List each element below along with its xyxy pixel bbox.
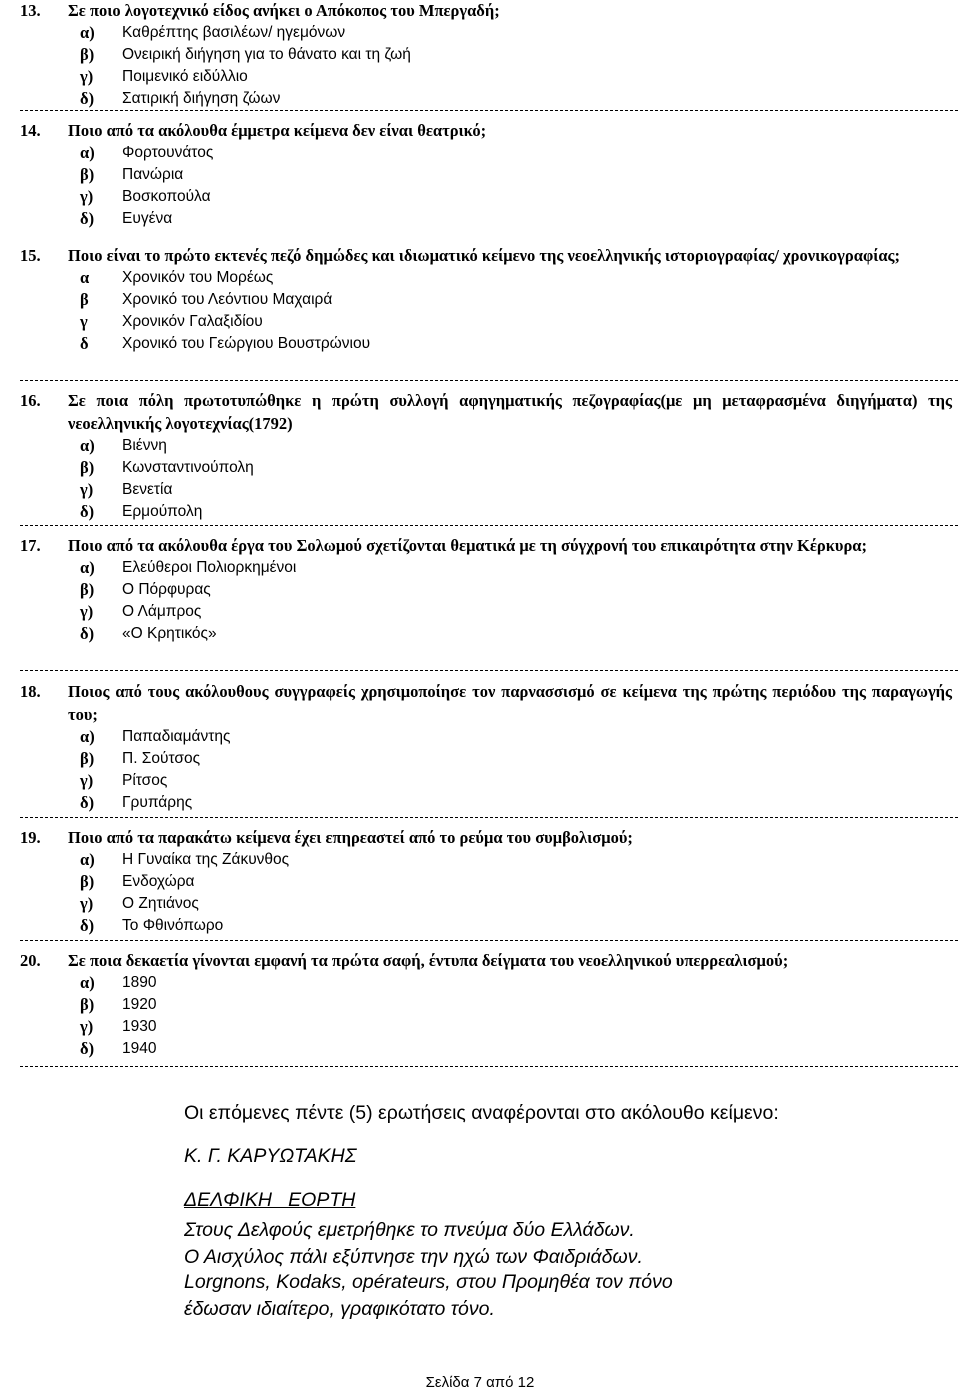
option-text: Καθρέπτης βασιλέων/ ηγεμόνων [122, 24, 346, 41]
option-text: Ο Ζητιάνος [122, 895, 199, 912]
option-letter: α) [80, 558, 95, 577]
option-text: Χρονικό του Γεώργιου Βουστρώνιου [122, 335, 371, 352]
question-14-header [0, 119, 960, 142]
question-text: Ποιος από τους ακόλουθους συγγραφείς χρησιμοποίησε τον παρνασσισμό σε κείμενα της πρώτης περιόδου της παραγωγής του; [68, 682, 952, 724]
option-letter: δ) [80, 1039, 95, 1058]
question-19-header [0, 826, 960, 849]
option-text: Ονειρική διήγηση για το θάνατο και τη ζωή [122, 46, 411, 63]
question-text: Ποιο από τα παρακάτω κείμενα έχει επηρεαστεί από το ρεύμα του συμβολισμού; [68, 828, 633, 847]
option-letter: δ) [80, 209, 95, 228]
option-b [0, 748, 960, 770]
option-a [0, 849, 960, 871]
option-letter: γ) [80, 894, 94, 913]
option-text: Κωνσταντινούπολη [122, 459, 254, 476]
option-text: 1920 [122, 996, 157, 1013]
question-text: Σε ποιο λογοτεχνικό είδος ανήκει ο Απόκοπος του Μπεργαδή; [68, 1, 500, 20]
question-text: Ποιο είναι το πρώτο εκτενές πεζό δημώδες και ιδιωματικό κείμενο της νεοελληνικής ιστοριογραφίας/ χρονικογραφίας; [68, 246, 901, 265]
question-text: Σε ποια δεκαετία γίνονται εμφανή τα πρώτα σαφή, έντυπα δείγματα του νεοελληνικού υπερρεαλισμού; [68, 951, 789, 970]
separator [20, 940, 958, 941]
option-letter: β) [80, 165, 95, 184]
page-number: Σελίδα 7 από 12 [425, 1374, 535, 1391]
question-15 [0, 244, 960, 355]
question-text: Ποιο από τα ακόλουθα έργα του Σολωμού σχετίζονται θεματικά με τη σύγχρονή του επικαιρότητα στην Κέρκυρα; [68, 536, 868, 555]
option-text: Η Γυναίκα της Ζάκυνθος [122, 851, 290, 868]
option-letter: γ) [80, 187, 94, 206]
poem-title: ΔΕΛΦΙΚΗ ΕΟΡΤΗ [184, 1189, 356, 1211]
option-text: Παπαδιαμάντης [122, 728, 231, 745]
option-c [0, 770, 960, 792]
question-17 [0, 534, 960, 645]
poem-verse: Ο Αισχύλος πάλι εξύπνησε την ηχώ των Φαιδριάδων. [184, 1246, 643, 1268]
option-b [0, 289, 960, 311]
option-letter: α) [80, 850, 95, 869]
option-letter: γ) [80, 1017, 94, 1036]
poem-verse: Lorgnons, Kodaks, opérateurs, στου Προμηθέα τον πόνο [184, 1271, 673, 1293]
poem-verse: Στους Δελφούς εμετρήθηκε το πνεύμα δύο Ελλάδων. [184, 1219, 635, 1241]
option-c [0, 601, 960, 623]
option-letter: γ) [80, 602, 94, 621]
option-c [0, 311, 960, 333]
option-a [0, 557, 960, 579]
option-text: Το Φθινόπωρο [122, 917, 224, 934]
option-letter: δ) [80, 89, 95, 108]
separator [20, 670, 958, 671]
option-letter: δ) [80, 502, 95, 521]
option-letter: β) [80, 45, 95, 64]
option-text: Ποιμενικό ειδύλλιο [122, 68, 248, 85]
option-text: Βενετία [122, 481, 173, 498]
option-b [0, 579, 960, 601]
option-d [0, 88, 960, 110]
question-number: 15. [20, 246, 41, 265]
option-d [0, 915, 960, 937]
option-letter: δ [80, 334, 89, 353]
option-text: Ερμούπολη [122, 503, 203, 520]
question-number: 17. [20, 536, 41, 555]
option-text: Βιέννη [122, 437, 167, 454]
option-letter: β) [80, 580, 95, 599]
option-b [0, 164, 960, 186]
question-14 [0, 119, 960, 230]
separator [20, 110, 958, 111]
option-letter: β [80, 290, 89, 309]
option-b [0, 457, 960, 479]
option-b [0, 44, 960, 66]
option-b [0, 871, 960, 893]
question-19 [0, 826, 960, 937]
passage-author: Κ. Γ. ΚΑΡΥΩΤΑΚΗΣ [184, 1145, 357, 1167]
option-d [0, 792, 960, 814]
option-text: Χρονικόν του Μορέως [122, 269, 274, 286]
separator [20, 525, 958, 526]
option-a [0, 972, 960, 994]
option-letter: α [80, 268, 90, 287]
option-text: Πανώρια [122, 166, 184, 183]
question-number: 16. [20, 391, 41, 410]
option-text: 1930 [122, 1018, 157, 1035]
passage-intro: Οι επόμενες πέντε (5) ερωτήσεις αναφέρονται στο ακόλουθο κείμενο: [184, 1102, 779, 1124]
option-text: Φορτουνάτος [122, 144, 214, 161]
option-d [0, 501, 960, 523]
question-number: 14. [20, 121, 41, 140]
option-text: Χρονικό του Λεόντιου Μαχαιρά [122, 291, 333, 308]
question-text: Σε ποια πόλη πρωτοτυπώθηκε η πρώτη συλλογή αφηγηματικής πεζογραφίας(με μη μεταφρασμένα διηγήματα) της νεοελληνικής λογοτεχνίας(1792) [68, 391, 952, 433]
poem-verse: έδωσαν ιδιαίτερο, γραφικότατο τόνο. [184, 1298, 495, 1320]
option-letter: β) [80, 872, 95, 891]
option-letter: δ) [80, 793, 95, 812]
question-number: 13. [20, 1, 41, 20]
option-d [0, 623, 960, 645]
option-text: Ρίτσος [122, 772, 168, 789]
question-13-header [0, 0, 960, 22]
option-letter: δ) [80, 916, 95, 935]
option-text: Ο Πόρφυρας [122, 581, 211, 598]
option-text: Γρυπάρης [122, 794, 193, 811]
option-letter: α) [80, 727, 95, 746]
question-13 [0, 0, 960, 110]
option-d [0, 208, 960, 230]
option-c [0, 893, 960, 915]
question-number: 18. [20, 682, 41, 701]
option-text: Ευγένα [122, 210, 173, 227]
separator [20, 1066, 958, 1067]
separator [20, 380, 958, 381]
option-d [0, 333, 960, 355]
option-a [0, 142, 960, 164]
option-text: Ελεύθεροι Πολιορκημένοι [122, 559, 297, 576]
question-number: 20. [20, 951, 41, 970]
option-letter: β) [80, 458, 95, 477]
option-d [0, 1038, 960, 1060]
option-text: Χρονικόν Γαλαξιδίου [122, 313, 263, 330]
option-text: Βοσκοπούλα [122, 188, 211, 205]
option-text: Ο Λάμπρος [122, 603, 202, 620]
question-18 [0, 680, 960, 814]
option-b [0, 994, 960, 1016]
option-a [0, 435, 960, 457]
option-c [0, 186, 960, 208]
option-text: 1890 [122, 974, 157, 991]
option-letter: γ) [80, 67, 94, 86]
option-letter: β) [80, 749, 95, 768]
question-18-header [0, 680, 960, 726]
question-text: Ποιο από τα ακόλουθα έμμετρα κείμενα δεν είναι θεατρικό; [68, 121, 487, 140]
option-letter: α) [80, 23, 95, 42]
option-c [0, 66, 960, 88]
question-20 [0, 949, 960, 1060]
question-16 [0, 389, 960, 523]
option-text: 1940 [122, 1040, 157, 1057]
option-letter: β) [80, 995, 95, 1014]
option-letter: γ) [80, 771, 94, 790]
option-a [0, 726, 960, 748]
question-15-header [0, 244, 960, 267]
option-letter: α) [80, 973, 95, 992]
option-c [0, 1016, 960, 1038]
option-letter: γ [80, 312, 88, 331]
option-a [0, 267, 960, 289]
option-text: «Ο Κρητικός» [122, 625, 217, 642]
question-16-header [0, 389, 960, 435]
separator [20, 817, 958, 818]
question-20-header [0, 949, 960, 972]
option-c [0, 479, 960, 501]
option-text: Σατιρική διήγηση ζώων [122, 90, 281, 107]
question-number: 19. [20, 828, 41, 847]
option-text: Ενδοχώρα [122, 873, 195, 890]
option-text: Π. Σούτσος [122, 750, 201, 767]
option-letter: δ) [80, 624, 95, 643]
question-17-header [0, 534, 960, 557]
option-letter: α) [80, 436, 95, 455]
option-letter: γ) [80, 480, 94, 499]
option-a [0, 22, 960, 44]
option-letter: α) [80, 143, 95, 162]
